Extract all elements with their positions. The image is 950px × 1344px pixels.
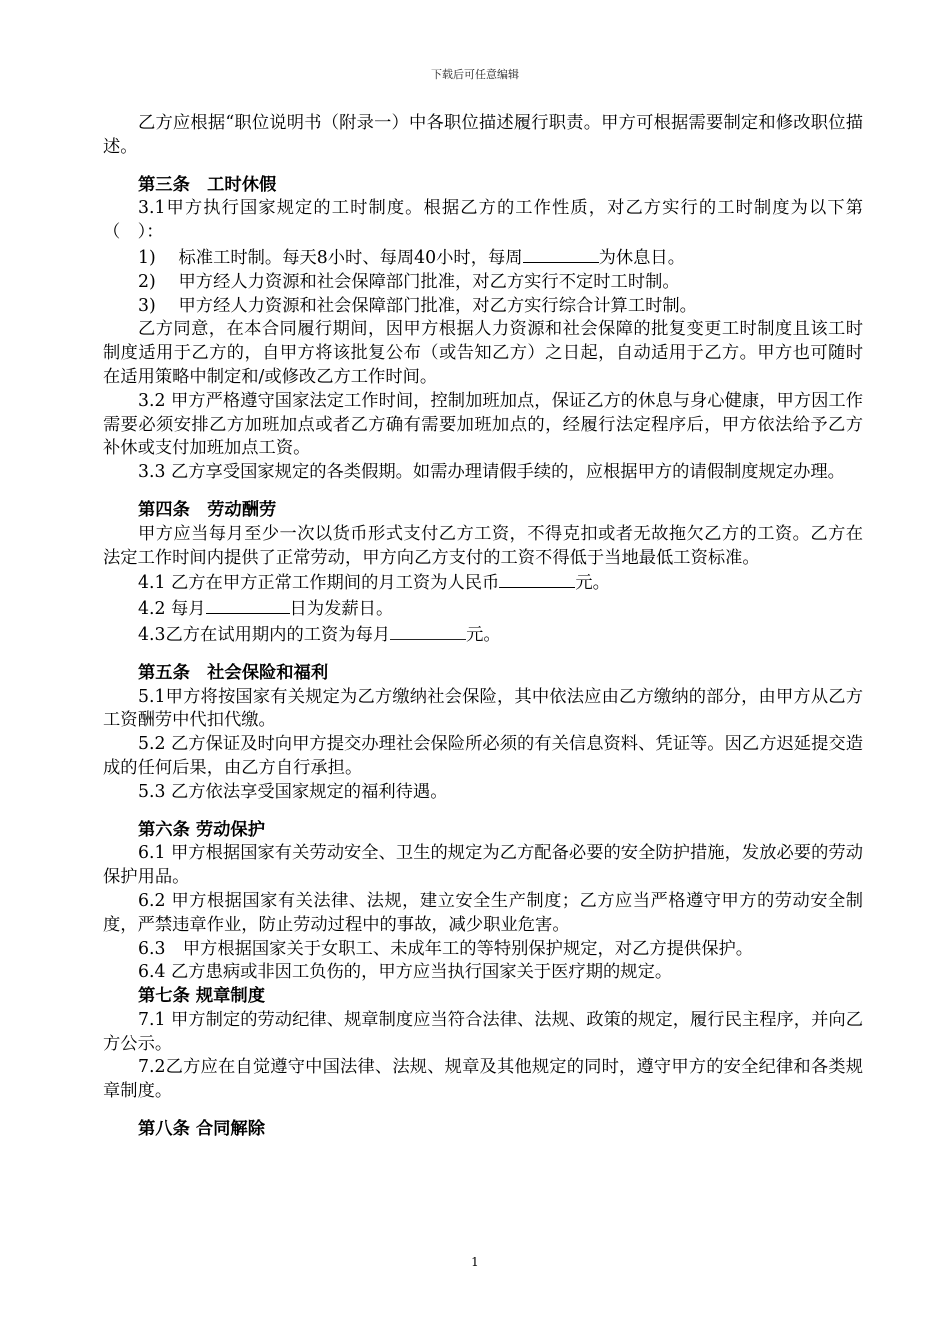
section-4-paragraph-1: 甲方应当每月至少一次以货币形式支付乙方工资，不得克扣或者无故拖欠乙方的工资。乙方在法定工作时间内提供了正常劳动，甲方向乙方支付的工资不得低于当地最低工资标准。 [103, 523, 863, 568]
section-4-title: 第四条 劳动酬劳 [138, 499, 277, 520]
section-4-paragraph-2 [103, 570, 863, 596]
page-header: 下载后可任意编辑 [431, 68, 519, 81]
option-1-suffix: 为休息日。 [598, 247, 685, 268]
section-6-title: 第六条 劳动保护 [138, 819, 265, 840]
section-7-paragraph-2: 7.2乙方应在自觉遵守中国法律、法规、规章及其他规定的同时，遵守甲方的安全纪律和各类规章制度。 [103, 1057, 863, 1102]
section-6-paragraph-1: 6.1 甲方根据国家有关劳动安全、卫生的规定为乙方配备必要的安全防护措施，发放必要的劳动保护用品。 [103, 843, 863, 888]
document-body [103, 112, 863, 1142]
section-3-option-1 [103, 245, 863, 271]
monthly-salary-text: 4.1 乙方在甲方正常工作期间的月工资为人民币 [138, 573, 500, 594]
section-5-paragraph-1: 5.1甲方将按国家有关规定为乙方缴纳社会保险，其中依法应由乙方缴纳的部分，由甲方从乙方工资酬劳中代扣代缴。 [103, 686, 863, 731]
section-6-paragraph-3: 6.3 甲方根据国家关于女职工、未成年工的等特别保护规定，对乙方提供保护。 [138, 938, 754, 959]
section-8-title: 第八条 合同解除 [138, 1119, 265, 1140]
section-7-paragraph-1: 7.1 甲方制定的劳动纪律、规章制度应当符合法律、法规、政策的规定，履行民主程序，并向乙方公示。 [103, 1009, 863, 1054]
section-3-paragraph-3: 3.2 甲方严格遵守国家法定工作时间，控制加班加点，保证乙方的休息与身心健康，甲方因工作需要必须安排乙方加班加点或者乙方确有需要加班加点的，经履行法定程序后，甲方依法给予乙方补休或支付加班加点工资。 [103, 390, 863, 459]
option-1-text: 1) 标准工时制。每天8小时、每周40小时，每周 [138, 247, 523, 268]
rest-day-blank[interactable] [523, 245, 599, 263]
section-3-title: 第三条 工时休假 [138, 174, 277, 195]
section-4-paragraph-4 [103, 622, 863, 648]
section-6-paragraph-2: 6.2 甲方根据国家有关法律、法规，建立安全生产制度；乙方应当严格遵守甲方的劳动安全制度，严禁违章作业，防止劳动过程中的事故，减少职业危害。 [103, 890, 863, 935]
payday-blank[interactable] [206, 596, 290, 614]
section-4-paragraph-3 [103, 596, 863, 622]
probation-salary-suffix: 元。 [466, 624, 501, 645]
monthly-salary-blank[interactable] [499, 570, 575, 588]
monthly-salary-suffix: 元。 [575, 573, 610, 594]
section-3-paragraph-4: 3.3 乙方享受国家规定的各类假期。如需办理请假手续的，应根据甲方的请假制度规定办理。 [138, 462, 845, 483]
probation-salary-blank[interactable] [390, 622, 466, 640]
section-7-title: 第七条 规章制度 [138, 986, 265, 1007]
payday-suffix: 日为发薪日。 [289, 599, 394, 620]
probation-salary-text: 4.3乙方在试用期内的工资为每月 [138, 624, 391, 645]
section-5-paragraph-3: 5.3 乙方依法享受国家规定的福利待遇。 [138, 781, 448, 802]
intro-paragraph: 乙方应根据“职位说明书（附录一）中各职位描述履行职责。甲方可根据需要制定和修改职位描述。 [103, 113, 863, 157]
section-3-paragraph-2: 乙方同意，在本合同履行期间，因甲方根据人力资源和社会保障的批复变更工时制度且该工时制度适用于乙方的，自甲方将该批复公布（或告知乙方）之日起，自动适用于乙方。甲方也可随时在适用策略中制定和/或修改乙方工作时间。 [103, 319, 863, 387]
section-3-option-2: 2) 甲方经人力资源和社会保障部门批准，对乙方实行不定时工时制。 [138, 271, 680, 292]
payday-text: 4.2 每月 [138, 599, 206, 620]
section-5-title: 第五条 社会保险和福利 [138, 662, 329, 683]
page-number: 1 [471, 1255, 479, 1269]
section-3-option-3: 3) 甲方经人力资源和社会保障部门批准，对乙方实行综合计算工时制。 [138, 295, 697, 316]
section-3-paragraph-1: 3.1甲方执行国家规定的工时制度。根据乙方的工作性质，对乙方实行的工时制度为以下第（ ）： [103, 198, 863, 243]
section-6-paragraph-4: 6.4 乙方患病或非因工负伤的，甲方应当执行国家关于医疗期的规定。 [138, 962, 673, 983]
section-5-paragraph-2: 5.2 乙方保证及时向甲方提交办理社会保险所必须的有关信息资料、凭证等。因乙方迟延提交造成的任何后果，由乙方自行承担。 [103, 734, 863, 778]
